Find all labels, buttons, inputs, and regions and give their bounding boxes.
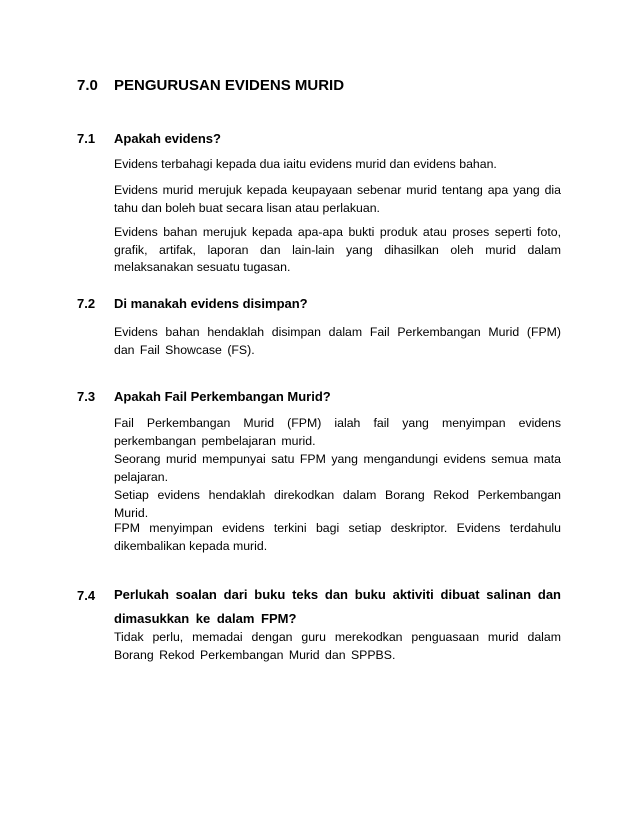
- section-heading: Apakah evidens?: [114, 131, 221, 146]
- paragraph: Seorang murid mempunyai satu FPM yang mengandungi evidens semua mata pelajaran.: [114, 452, 561, 484]
- section-number: 7.3: [77, 389, 96, 404]
- section-number: 7.2: [77, 296, 96, 311]
- paragraph: Evidens bahan hendaklah disimpan dalam Fail Perkembangan Murid (FPM) dan Fail Showcase (FS).: [114, 325, 561, 357]
- section-number: 7.4: [77, 588, 96, 603]
- title-number: 7.0: [77, 77, 98, 94]
- paragraph: Tidak perlu, memadai dengan guru merekodkan penguasaan murid dalam Borang Rekod Perkembangan Murid dan SPPBS.: [114, 630, 561, 662]
- document-title: PENGURUSAN EVIDENS MURID: [114, 77, 345, 94]
- section-number: 7.1: [77, 131, 96, 146]
- paragraph: Setiap evidens hendaklah direkodkan dalam Borang Rekod Perkembangan Murid.: [114, 488, 561, 520]
- paragraph: Evidens terbahagi kepada dua iaitu evidens murid dan evidens bahan.: [114, 157, 497, 171]
- section-heading: Apakah Fail Perkembangan Murid?: [114, 389, 331, 404]
- section-heading: Di manakah evidens disimpan?: [114, 296, 308, 311]
- paragraph: FPM menyimpan evidens terkini bagi setiap deskriptor. Evidens terdahulu dikembalikan kepada murid.: [114, 521, 561, 553]
- paragraph: Evidens murid merujuk kepada keupayaan sebenar murid tentang apa yang dia tahu dan boleh buat secara lisan atau perlakuan.: [114, 183, 561, 215]
- paragraph: Evidens bahan merujuk kepada apa-apa bukti produk atau proses seperti foto, grafik, artifak, laporan dan lain-lain yang dihasilkan oleh murid dalam melaksanakan sesuatu tugasan.: [114, 225, 561, 274]
- section-heading: Perlukah soalan dari buku teks dan buku aktiviti dibuat salinan dan dimasukkan ke dalam FPM?: [114, 587, 561, 626]
- paragraph: Fail Perkembangan Murid (FPM) ialah fail yang menyimpan evidens perkembangan pembelajaran murid.: [114, 416, 561, 448]
